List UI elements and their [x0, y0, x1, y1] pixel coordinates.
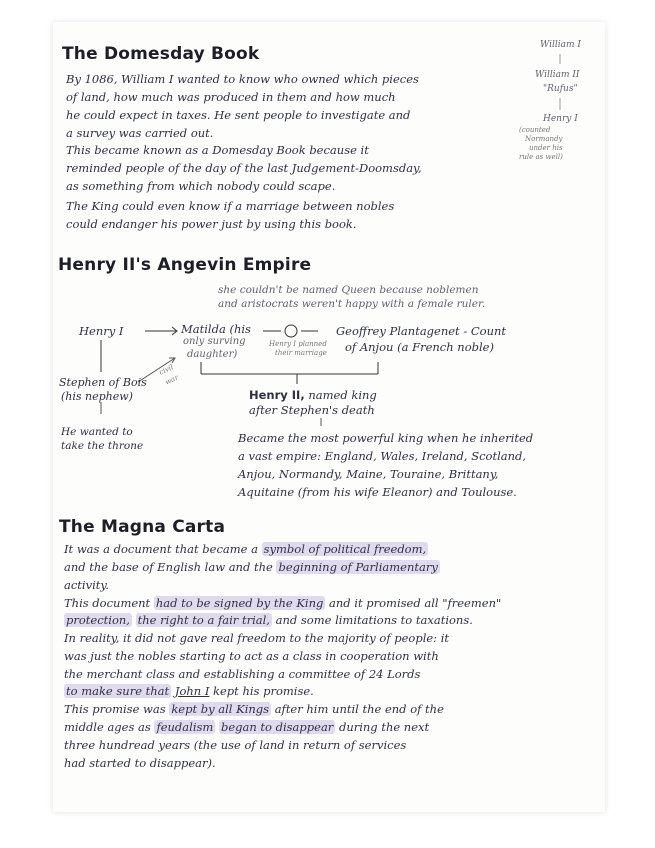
tree-throne-note: He wanted to [61, 426, 133, 438]
empire-line: Aquitaine (from his wife Eleanor) and Toulouse. [238, 485, 517, 499]
tree-civil-war: war [163, 373, 180, 387]
margin-rufus: "Rufus" [543, 84, 578, 94]
text-line: to make sure that John I kept his promise. [66, 684, 314, 698]
text-line: the merchant class and establishing a committee of 24 Lords [64, 667, 421, 681]
tree-geoffrey: Geoffrey Plantagenet - Count [336, 324, 507, 338]
tree-geoffrey-note: of Anjou (a French noble) [345, 340, 494, 354]
magna-heading: The Magna Carta [59, 517, 226, 537]
text-line: of land, how much was produced in them and how much [66, 90, 396, 104]
notebook-page [53, 22, 605, 812]
margin-william-i: William I [540, 40, 581, 50]
queen-note: and aristocrats weren't happy with a female ruler. [218, 298, 486, 310]
text-line: It was a document that became a symbol of political freedom, [64, 542, 427, 556]
text-line: This became known as a Domesday Book because it [66, 143, 369, 157]
margin-henry-i: Henry I [543, 114, 578, 124]
angevin-heading: Henry II's Angevin Empire [58, 255, 312, 275]
tree-planned-note: Henry I planned [269, 340, 327, 348]
text-line: three hundread years (the use of land in return of services [64, 738, 407, 752]
text-line: protection, the right to a fair trial, and some limitations to taxations. [66, 613, 473, 627]
text-line: In reality, it did not gave real freedom to the majority of people: it [64, 631, 450, 645]
text-line: This promise was kept by all Kings after him until the end of the [64, 702, 444, 716]
text-line: This document had to be signed by the King and it promised all "freemen" [64, 596, 502, 610]
text-line: could endanger his power just by using this book. [66, 217, 357, 231]
tree-matilda: Matilda (his [181, 322, 251, 336]
text-line: The King could even know if a marriage between nobles [66, 199, 395, 213]
margin-william-ii: William II [535, 70, 580, 80]
text-line: as something from which nobody could scape. [66, 179, 336, 193]
margin-note: Normandy [525, 135, 563, 143]
tree-throne-note: take the throne [61, 440, 144, 452]
tree-stephen-note: (his nephew) [61, 390, 133, 403]
empire-line: a vast empire: England, Wales, Ireland, Scotland, [238, 449, 527, 463]
tree-henry-ii-note: after Stephen's death [249, 403, 375, 417]
tree-matilda-note: daughter) [187, 349, 238, 360]
tree-planned-note: their marriage [275, 349, 327, 357]
empire-line: Became the most powerful king when he inherited [238, 431, 534, 445]
tree-henry-i: Henry I [79, 324, 124, 338]
tree-stephen: Stephen of Bois [59, 376, 147, 389]
text-line: reminded people of the day of the last Judgement-Doomsday, [66, 161, 422, 175]
margin-note: rule as well) [519, 153, 563, 161]
domesday-heading: The Domesday Book [62, 44, 260, 64]
tree-civil-war: civil [157, 363, 175, 377]
text-line: a survey was carried out. [66, 126, 214, 140]
margin-note: under his [529, 144, 563, 152]
text-line: and the base of English law and the beginning of Parliamentary [64, 560, 438, 574]
queen-note: she couldn't be named Queen because noblemen [218, 284, 479, 296]
margin-note: (counted [519, 126, 551, 134]
text-line: activity. [64, 578, 110, 592]
text-line: was just the nobles starting to act as a class in cooperation with [64, 649, 439, 663]
text-line: he could expect in taxes. He sent people to investigate and [66, 108, 411, 122]
tree-henry-ii: Henry II, named king [249, 388, 377, 402]
empire-line: Anjou, Normandy, Maine, Touraine, Brittany, [238, 467, 499, 481]
text-line: middle ages as feudalism began to disappear during the next [64, 720, 430, 734]
text-line: had started to disappear). [64, 756, 216, 770]
text-line: By 1086, William I wanted to know who owned which pieces [66, 72, 419, 86]
tree-matilda-note: only surving [183, 336, 246, 347]
